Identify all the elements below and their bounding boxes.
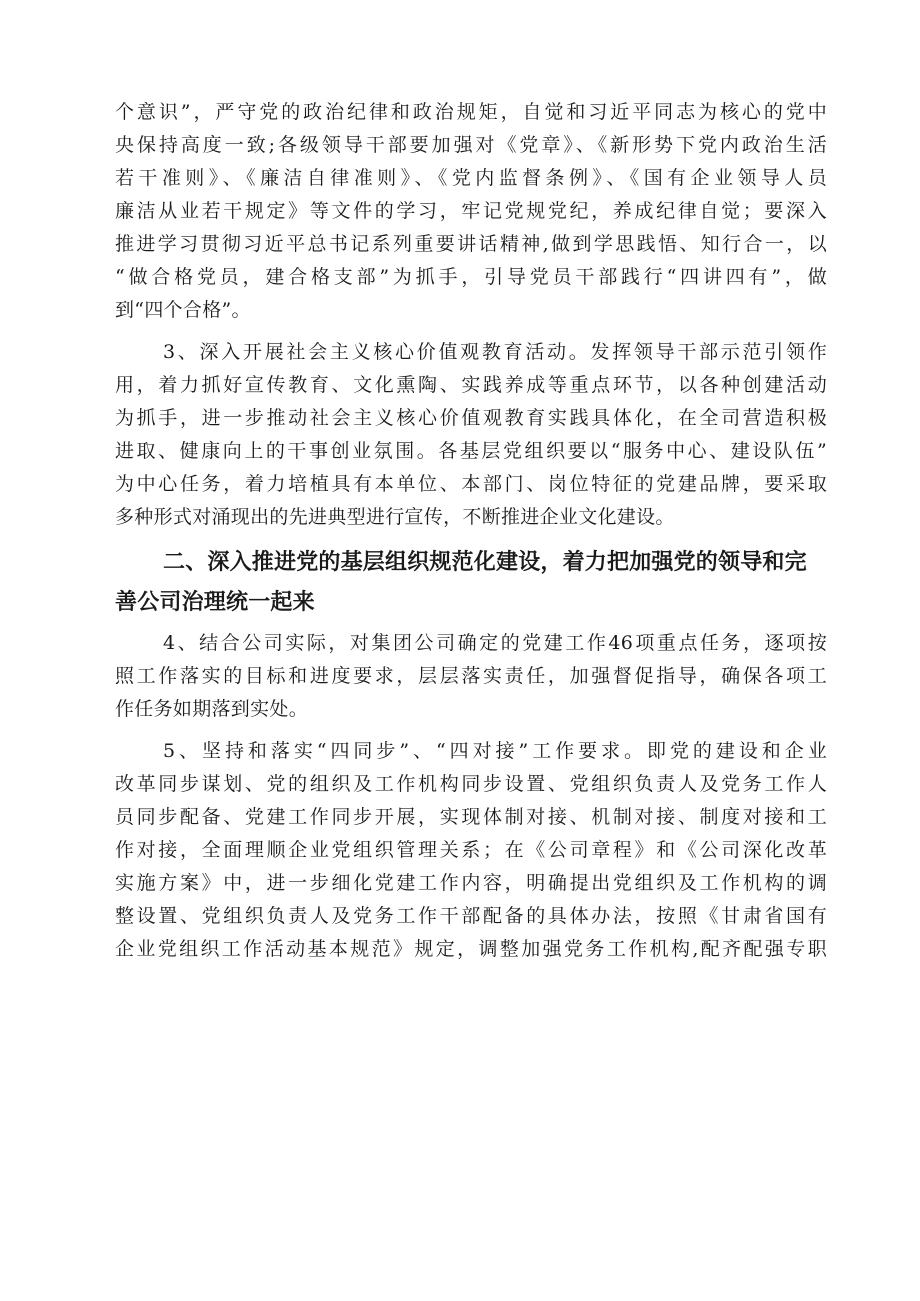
text-line: 作任务如期落到实处。 bbox=[115, 698, 309, 720]
text-line: 整设置、党组织负责人及党务工作干部配备的具体办法，按照《甘肃省国有 bbox=[115, 905, 827, 927]
text-line: 到“四个合格”。 bbox=[115, 299, 251, 321]
paragraph-3 bbox=[115, 336, 827, 534]
text-line: 3、深入开展社会主义核心价值观教育活动。发挥领导干部示范引领作 bbox=[163, 341, 827, 363]
text-line: 廉洁从业若干规定》等文件的学习，牢记党规党纪，养成纪律自觉；要深入 bbox=[115, 200, 827, 222]
text-line: 4、结合公司实际，对集团公司确定的党建工作46项重点任务，逐项按 bbox=[163, 632, 827, 654]
section-heading-2 bbox=[115, 543, 827, 623]
text-line: 作对接，全面理顺企业党组织管理关系；在《公司章程》和《公司深化改革 bbox=[115, 839, 827, 861]
paragraph-4 bbox=[115, 627, 827, 726]
text-line: 为中心任务，着力培植具有本单位、本部门、岗位特征的党建品牌，要采取 bbox=[115, 473, 827, 495]
text-line: 员同步配备、党建工作同步开展，实现体制对接、机制对接、制度对接和工 bbox=[115, 806, 827, 828]
text-line: 若干准则》、《廉洁自律准则》、《党内监督条例》、《国有企业领导人员 bbox=[115, 167, 827, 189]
text-line: 改革同步谋划、党的组织及工作机构同步设置、党组织负责人及党务工作人 bbox=[115, 773, 827, 795]
text-line: “做合格党员，建合格支部”为抓手，引导党员干部践行“四讲四有”，做 bbox=[115, 266, 827, 288]
paragraph-5 bbox=[115, 735, 827, 966]
heading-line: 二、深入推进党的基层组织规范化建设，着力把加强党的领导和完 bbox=[163, 550, 807, 575]
document-page bbox=[115, 96, 827, 966]
text-line: 央保持高度一致;各级领导干部要加强对《党章》、《新形势下党内政治生活 bbox=[115, 134, 827, 156]
text-line: 照工作落实的目标和进度要求，层层落实责任，加强督促指导，确保各项工 bbox=[115, 665, 827, 687]
text-line: 个意识”，严守党的政治纪律和政治规矩，自觉和习近平同志为核心的党中 bbox=[115, 101, 827, 123]
text-line: 多种形式对涌现出的先进典型进行宣传，不断推进企业文化建设。 bbox=[115, 506, 675, 528]
text-line: 为抓手，进一步推动社会主义核心价值观教育实践具体化，在全司营造积极 bbox=[115, 407, 827, 429]
text-line: 企业党组织工作活动基本规范》规定，调整加强党务工作机构,配齐配强专职 bbox=[115, 938, 827, 960]
heading-line: 善公司治理统一起来 bbox=[115, 590, 315, 615]
paragraph-intro bbox=[115, 96, 827, 327]
text-line: 实施方案》中，进一步细化党建工作内容，明确提出党组织及工作机构的调 bbox=[115, 872, 827, 894]
text-line: 用，着力抓好宣传教育、文化熏陶、实践养成等重点环节，以各种创建活动 bbox=[115, 374, 827, 396]
text-line: 进取、健康向上的干事创业氛围。各基层党组织要以“服务中心、建设队伍” bbox=[115, 440, 827, 462]
text-line: 5、坚持和落实“四同步”、“四对接”工作要求。即党的建设和企业 bbox=[163, 740, 827, 762]
text-line: 推进学习贯彻习近平总书记系列重要讲话精神,做到学思践悟、知行合一，以 bbox=[115, 233, 827, 255]
